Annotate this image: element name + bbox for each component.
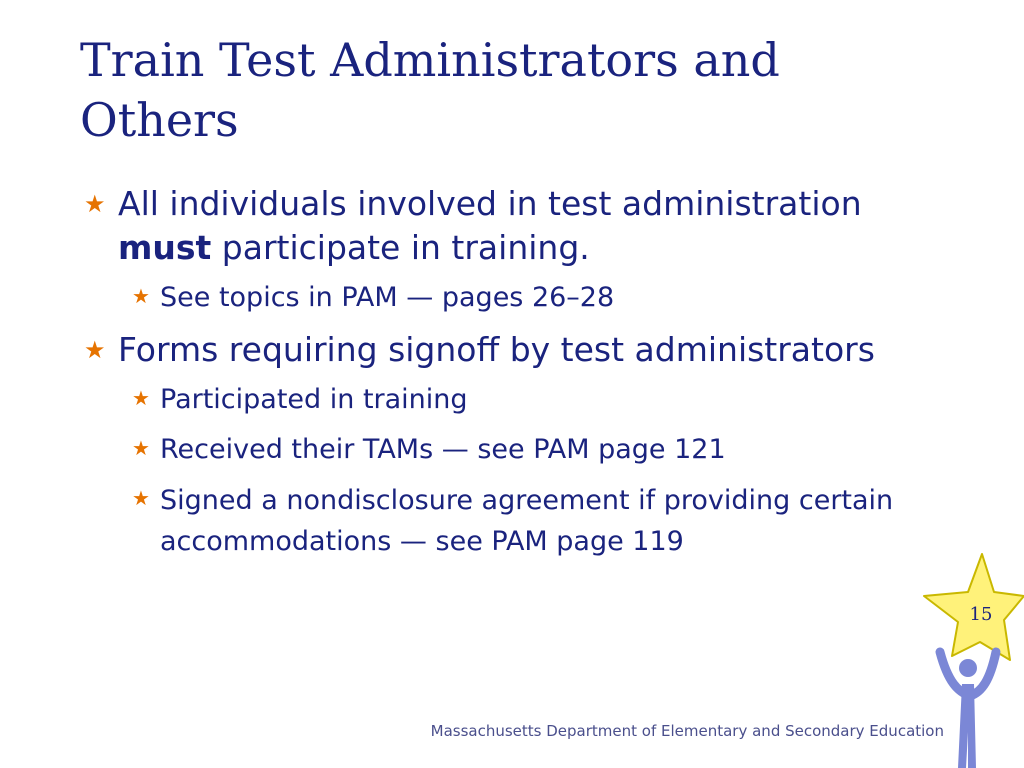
bullet-text: All individuals involved in test administration must participate in training. (118, 184, 862, 267)
sub-bullet-text: Received their TAMs — see PAM page 121 (160, 434, 726, 465)
star-bullet-icon: ★ (132, 486, 150, 510)
bullet-text: Forms requiring signoff by test administrators (118, 330, 875, 369)
logo-person-body (958, 684, 976, 768)
bullet-item (84, 182, 924, 270)
sub-bullet-text: Participated in training (160, 384, 468, 415)
sub-bullet-item (132, 430, 924, 470)
logo-person-head (959, 659, 977, 677)
sub-bullet-text: See topics in PAM — pages 26–28 (160, 282, 615, 313)
emphasis-text: must (118, 228, 212, 267)
bullet-item (84, 328, 924, 372)
star-bullet-icon: ★ (84, 190, 106, 218)
sub-bullet-item (132, 480, 924, 562)
star-bullet-icon: ★ (132, 436, 150, 460)
star-bullet-icon: ★ (132, 386, 150, 410)
sub-bullet-text: Signed a nondisclosure agreement if providing certain accommodations — see PAM page 119 (160, 485, 894, 557)
sub-bullet-item (132, 278, 924, 318)
footer-text: Massachusetts Department of Elementary and Secondary Education (430, 722, 944, 740)
sub-bullet-item (132, 380, 924, 420)
bullet-list (84, 182, 924, 572)
page-number: 15 (969, 604, 993, 625)
slide-title: Train Test Administrators and Others (80, 33, 780, 147)
star-bullet-icon: ★ (84, 336, 106, 364)
star-bullet-icon: ★ (132, 284, 150, 308)
